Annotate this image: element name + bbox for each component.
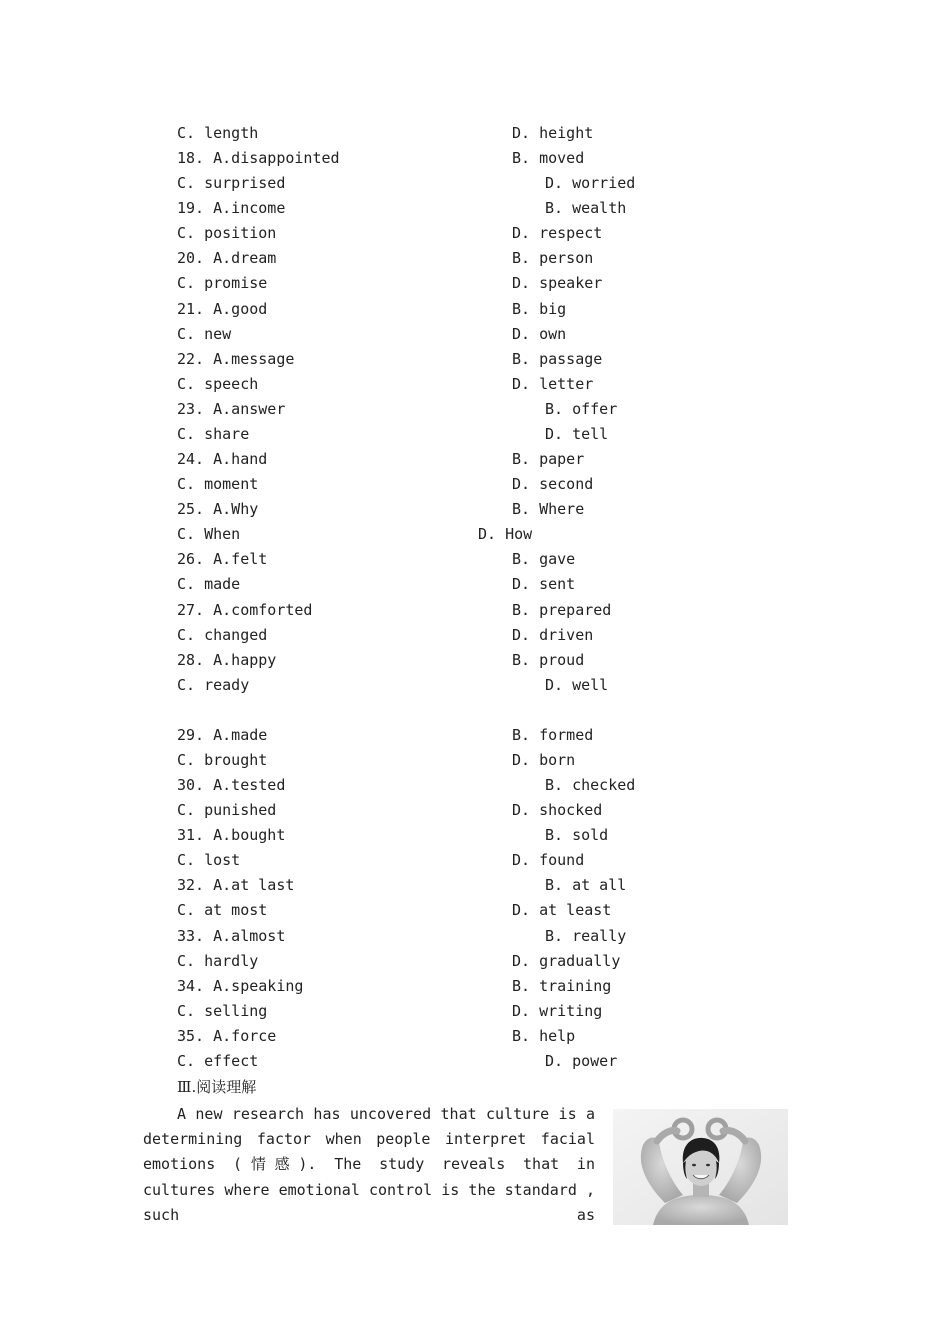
option-left: C. moment xyxy=(177,475,259,494)
option-left: 28. A.happy xyxy=(177,650,277,669)
option-right: D. speaker xyxy=(512,274,603,293)
option-left: C. When xyxy=(177,525,241,544)
option-left: 31. A.bought xyxy=(177,826,286,845)
option-left: C. effect xyxy=(177,1051,259,1070)
option-right: B. offer xyxy=(545,399,618,418)
option-left: 19. A.income xyxy=(177,199,286,218)
option-right: D. sent xyxy=(512,575,576,594)
option-left: C. punished xyxy=(177,801,277,820)
option-right: D. well xyxy=(545,675,609,694)
option-right: D. own xyxy=(512,324,567,343)
reading-passage: A new research has uncovered that culture is a determining factor when people interpret facial emotions (情感). The study reveals that in cultures where emotional control is the standard , such as xyxy=(143,1105,595,1224)
option-right: B. formed xyxy=(512,725,594,744)
option-right: D. found xyxy=(512,851,585,870)
option-left: C. new xyxy=(177,324,232,343)
option-right: B. sold xyxy=(545,826,609,845)
option-right: B. help xyxy=(512,1026,576,1045)
option-right: D. shocked xyxy=(512,801,603,820)
option-right: D. driven xyxy=(512,625,594,644)
option-right: D. respect xyxy=(512,224,603,243)
woman-photo xyxy=(613,1109,788,1225)
option-right: D. tell xyxy=(545,424,609,443)
option-right: D. height xyxy=(512,124,594,142)
option-left: 26. A.felt xyxy=(177,550,268,569)
option-right: B. really xyxy=(545,926,627,945)
option-right: B. passage xyxy=(512,349,603,368)
option-left: 32. A.at last xyxy=(177,876,295,895)
option-left: C. promise xyxy=(177,274,268,293)
option-left: 21. A.good xyxy=(177,299,268,318)
option-left: 29. A.made xyxy=(177,725,268,744)
option-left: 30. A.tested xyxy=(177,776,286,795)
option-left: C. made xyxy=(177,575,241,594)
section-heading: Ⅲ.阅读理解 xyxy=(177,1078,257,1096)
option-left: C. hardly xyxy=(177,951,259,970)
option-right: D. at least xyxy=(512,901,612,920)
option-right: D. letter xyxy=(512,374,594,393)
option-right: D. writing xyxy=(512,1001,603,1020)
option-left: 18. A.disappointed xyxy=(177,149,340,168)
option-left: C. position xyxy=(177,224,277,243)
option-left: 25. A.Why xyxy=(177,500,259,519)
option-left: C. selling xyxy=(177,1001,268,1020)
option-left: 33. A.almost xyxy=(177,926,286,945)
option-right: B. training xyxy=(512,976,612,995)
option-left: 24. A.hand xyxy=(177,450,268,469)
option-right: D. worried xyxy=(545,174,636,193)
option-left: C. speech xyxy=(177,374,259,393)
option-right: B. gave xyxy=(512,550,576,569)
option-right: D. second xyxy=(512,475,594,494)
option-left: C. at most xyxy=(177,901,268,920)
option-right: D. How xyxy=(478,525,533,544)
option-left: C. changed xyxy=(177,625,268,644)
option-right: D. power xyxy=(545,1051,618,1070)
option-right: B. at all xyxy=(545,876,627,895)
option-right: B. proud xyxy=(512,650,585,669)
option-left: 22. A.message xyxy=(177,349,295,368)
option-right: D. gradually xyxy=(512,951,621,970)
option-left: C. ready xyxy=(177,675,250,694)
option-left: 34. A.speaking xyxy=(177,976,304,995)
option-left: C. length xyxy=(177,124,259,142)
option-left: C. surprised xyxy=(177,174,286,193)
option-right: B. person xyxy=(512,249,594,268)
option-right: B. paper xyxy=(512,450,585,469)
option-right: B. checked xyxy=(545,776,636,795)
option-right: D. born xyxy=(512,751,576,769)
option-left: 35. A.force xyxy=(177,1026,277,1045)
option-right: B. moved xyxy=(512,149,585,168)
option-left: C. brought xyxy=(177,751,268,769)
option-right: B. Where xyxy=(512,500,585,519)
option-left: 27. A.comforted xyxy=(177,600,313,619)
option-right: B. wealth xyxy=(545,199,627,218)
option-left: 20. A.dream xyxy=(177,249,277,268)
option-left: 23. A.answer xyxy=(177,399,286,418)
option-right: B. big xyxy=(512,299,567,318)
option-left: C. share xyxy=(177,424,250,443)
option-right: B. prepared xyxy=(512,600,612,619)
option-left: C. lost xyxy=(177,851,241,870)
